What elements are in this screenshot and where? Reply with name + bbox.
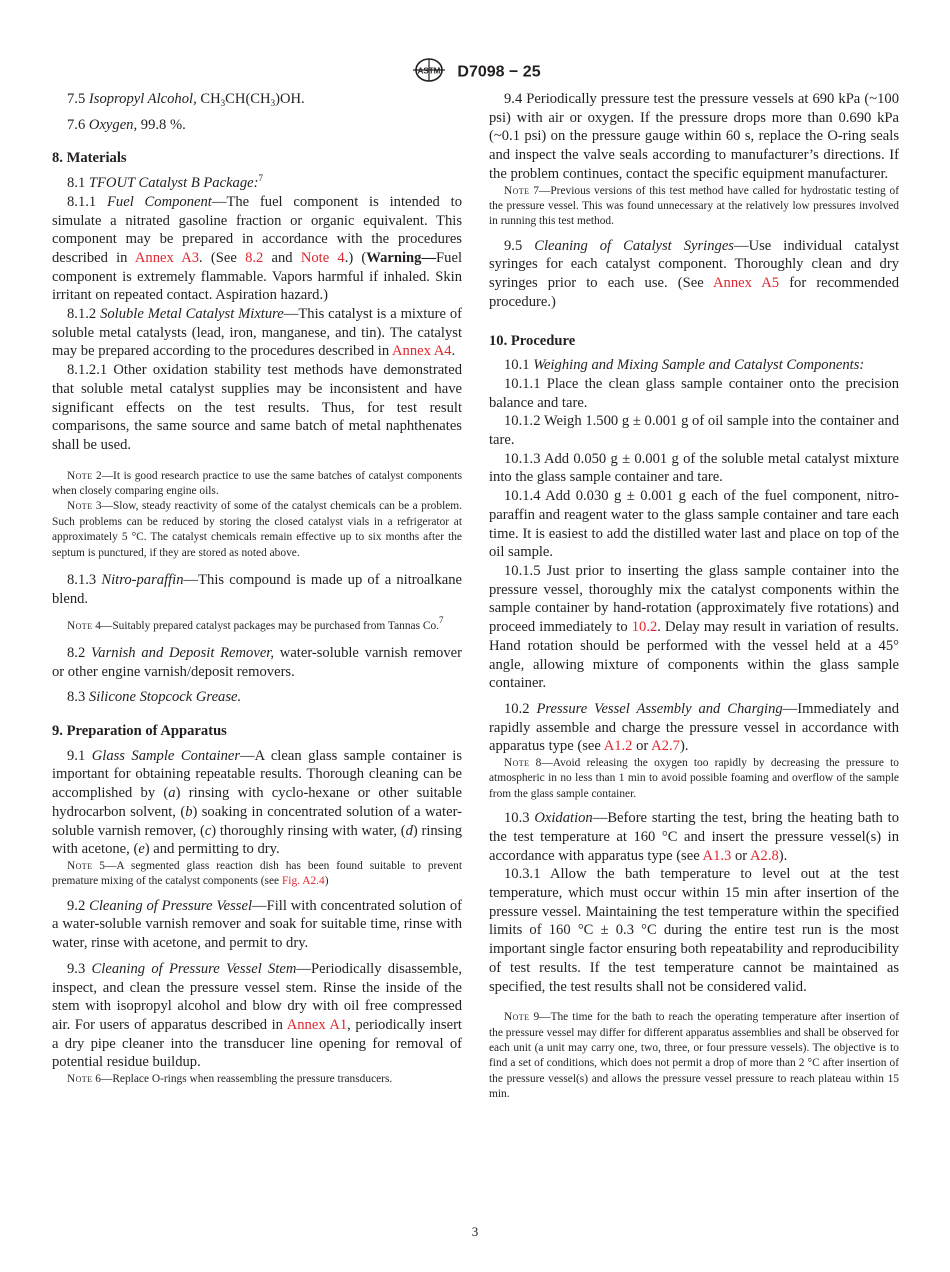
heading-materials: 8. Materials: [52, 150, 127, 167]
section-10-1-4: 10.1.4 Add 0.030 g ± 0.001 g each of the fuel component, nitro-paraffin and reagent water to the glass sample container and tare each time. It is easiest to add the distilled water last and place on top of the oil sample.: [489, 488, 899, 561]
document-designation: D7098 − 25: [457, 63, 541, 81]
link-annex-a1[interactable]: Annex A1: [286, 1016, 348, 1033]
note-8: Note 8—Avoid releasing the oxygen too rapidly by decreasing the pressure to atmospheric in no less than 1 min to avoid possible foaming and overflow of the sample from the glass sample container.: [489, 757, 899, 800]
note-5: Note 5—A segmented glass reaction dish has been found suitable to prevent premature mixing of the catalyst components (see Fig. A2.4): [52, 859, 462, 888]
link-a2-7[interactable]: A2.7: [651, 738, 680, 755]
section-7-6: 7.6 Oxygen, 99.8 %.: [67, 116, 186, 133]
link-10-2[interactable]: 10.2: [631, 619, 658, 636]
link-a2-8[interactable]: A2.8: [750, 847, 779, 864]
link-annex-a5[interactable]: Annex A5: [713, 275, 780, 292]
section-8-2: 8.2 Varnish and Deposit Remover, water-soluble varnish remover or other engine varnish/deposit removers.: [52, 644, 462, 680]
link-annex-a3[interactable]: Annex A3: [134, 249, 200, 266]
section-9-2: 9.2 Cleaning of Pressure Vessel—Fill with concentrated solution of a water-soluble varnish remover and soak for suitable time, rinse with water, rinse with acetone, and permit to dry.: [52, 897, 462, 952]
section-10-1-2: 10.1.2 Weigh 1.500 g ± 0.001 g of oil sample into the container and tare.: [489, 413, 899, 449]
section-9-3: 9.3 Cleaning of Pressure Vessel Stem—Periodically disassemble, inspect, and clean the pressure vessel stem. Rinse the inside of the stem with isopropyl alcohol and blow dry with oil free compressed air. For users of apparatus described in Annex A1, periodically insert a dry pipe cleaner into the transducer line opening for removal of potential residue buildup.: [52, 960, 462, 1071]
note-4: Note 4—Suitably prepared catalyst packages may be purchased from Tannas Co.$^7$: [67, 614, 444, 632]
section-8-1-2: 8.1.2 Soluble Metal Catalyst Mixture—This catalyst is a mixture of soluble metal catalysts (lead, iron, manganese, and tin). The catalyst may be prepared according to the procedures described in Annex A4.: [52, 306, 462, 360]
section-8-1-2-1: 8.1.2.1 Other oxidation stability test methods have demonstrated that soluble metal catalyst supplies may be inconsistent and have significant effects on the test results. Thus, for test result comparisons, the same source and same batch of metal naphthenates shall be used.: [52, 362, 462, 453]
section-9-5: 9.5 Cleaning of Catalyst Syringes—Use individual catalyst syringes for each catalyst component. Thoroughly clean and dry syringes prior to each use. (See Annex A5 for recommended procedure.): [489, 237, 900, 310]
section-10-1: 10.1 Weighing and Mixing Sample and Catalyst Components:: [504, 357, 865, 374]
astm-logo-text: ASTM: [418, 66, 441, 76]
section-7-5: 7.5 Isopropyl Alcohol, $CH_3CH(CH_3)OH$.: [67, 91, 305, 108]
section-10-3-1: 10.3.1 Allow the bath temperature to level out at the test temperature, which must occur within 15 min after insertion of the pressure vessel. Maintaining the test temperature within the specified limits of 160 °C ± 0.3 °C during the entire test run is the most important single factor ensuring both repeatability and reproducibility of test results. If the test temperature cannot be maintained as specified, the test results shall not be considered valid.: [489, 866, 899, 995]
heading-procedure: 10. Procedure: [489, 332, 576, 349]
section-8-1: 8.1 TFOUT Catalyst B Package:$^7$: [67, 173, 263, 192]
section-9-4: 9.4 Periodically pressure test the pressure vessels at 690 kPa (~100 psi) with air or oxygen. If the pressure drops more than 0.690 kPa (~0.1 psi) on the pressure gauge within 60 s, replace the O-ring seals and inspect the valve seals according to manufacturer’s directions. If the problem continues, contact the specific equipment manufacturer.: [489, 91, 899, 182]
right-column: [489, 90, 899, 1103]
note-3: Note 3—Slow, steady reactivity of some of the catalyst chemicals can be a problem. Such problems can be reduced by storing the closed catalyst vials in a refrigerator at approximately 5 °C. The catalyst chemicals remain effective up to six months after the septum is punctured, if they are stored as noted above.: [52, 500, 462, 559]
section-10-1-5: 10.1.5 Just prior to inserting the glass sample container into the pressure vessel, thoroughly mix the catalyst components within the sample container by hand-rotation (approximately five rotations) and proceed immediately to 10.2. Delay may result in variation of results. Hand rotation should be performed with the vessel held at a 45° angle, allowing mixture of components within the glass sample container.: [489, 562, 899, 692]
link-a1-3[interactable]: A1.3: [702, 847, 732, 864]
left-column: [52, 90, 462, 1087]
section-10-3: 10.3 Oxidation—Before starting the test, bring the heating bath to the test temperature at 160 °C and insert the pressure vessel(s) in accordance with apparatus type (see A1.3 or A2.8).: [489, 810, 899, 864]
astm-logo-icon: [409, 58, 449, 87]
section-8-3: 8.3 Silicone Stopcock Grease.: [67, 689, 242, 706]
section-10-1-1: 10.1.1 Place the clean glass sample container onto the precision balance and tare.: [489, 375, 899, 411]
link-fig-a2-4[interactable]: Fig. A2.4: [281, 875, 325, 888]
link-annex-a4[interactable]: Annex A4: [391, 343, 452, 360]
heading-preparation-of-apparatus: 9. Preparation of Apparatus: [52, 723, 227, 740]
section-8-1-3: 8.1.3 Nitro-paraffin—This compound is made up of a nitroalkane blend.: [52, 572, 462, 607]
page-number: 3: [471, 1224, 479, 1239]
note-7: Note 7—Previous versions of this test method have called for hydrostatic testing of the pressure vessel. This was found unnecessary at the relatively low pressures involved in running this test method.: [489, 184, 899, 228]
note-6: Note 6—Replace O-rings when reassembling the pressure transducers.: [67, 1073, 393, 1086]
section-9-1: 9.1 Glass Sample Container—A clean glass sample container is important for obtaining repeatable results. Thorough cleaning can be accomplished by (a) rinsing with cyclo-hexane or other suitable hydrocarbon solvent, (b) soaking in concentrated solution of a water-soluble varnish remover, (c) thoroughly rinsing with water, (d) rinsing with acetone, (e) and permitting to dry.: [52, 747, 463, 858]
note-9: Note 9—The time for the bath to reach the operating temperature after insertion of the pressure vessel may differ for different apparatus assemblies and shall be observed for each unit (a unit may carry one, two, three, or four pressure vessels). The objective is to find a set of conditions, which does not permit a drop of more than 2 °C after insertion of the pressure vessel(s) and allows the pressure vessel pressure to reach plateau within 15 min.: [489, 1011, 899, 1101]
page-header: [0, 58, 950, 87]
link-a1-2[interactable]: A1.2: [603, 738, 633, 755]
section-10-2: 10.2 Pressure Vessel Assembly and Charging—Immediately and rapidly assemble and charge the pressure vessel in accordance with apparatus type (see A1.2 or A2.7).: [489, 700, 899, 755]
section-10-1-3: 10.1.3 Add 0.050 g ± 0.001 g of the soluble metal catalyst mixture into the glass sample container and tare.: [489, 450, 899, 486]
link-note-4[interactable]: Note 4: [300, 249, 345, 266]
section-8-1-1: 8.1.1 Fuel Component—The fuel component is intended to simulate a nitrated gasoline fraction or organic equivalent. This component may be prepared in accordance with the procedures described in Annex A3. (See 8.2 and Note 4.) (Warning—Fuel component is extremely flammable. Vapors harmful if inhaled. Skin irritant on repeated contact. Aspiration hazard.): [52, 193, 462, 304]
note-2: Note 2—It is good research practice to use the same batches of catalyst components when closely comparing engine oils.: [52, 469, 462, 498]
link-8-2[interactable]: 8.2: [245, 249, 264, 266]
